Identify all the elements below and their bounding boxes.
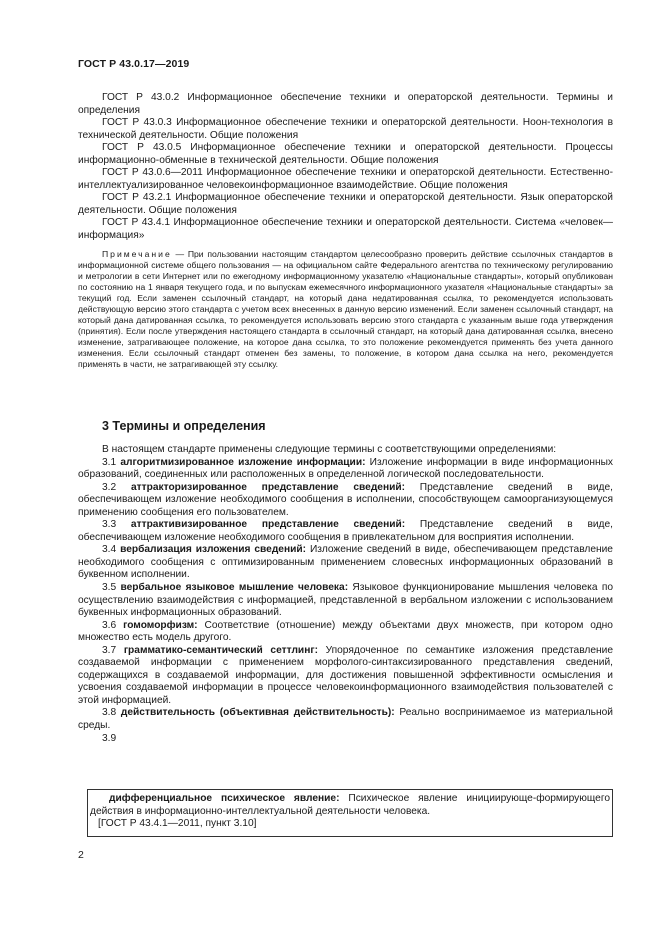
document-header-id: ГОСТ Р 43.0.17—2019 (78, 58, 190, 70)
note-text: — При пользовании настоящим стандартом целесообразно проверить действие ссылочных стандартов в информационной системе общего пользования — на официальном сайте Федерального агентства по техническому регулированию и метрологии в сети Интернет или по ежегодному информационному указателю «Национальные стандарты», который опубликован по состоянию на 1 января текущего года, и по выпускам ежемесячного информационного указателя «Национальные стандарты» за текущий год. Если заменен ссылочный стандарт, на который дана недатированная ссылка, то рекомендуется использовать действующую версию этого стандарта с учетом всех внесенных в данную версию изменений. Если заменен ссылочный стандарт, на который дана датированная ссылка, то рекомендуется использовать версию этого стандарта с указанным выше года утверждения (принятия). Если после утверждения настоящего стандарта в ссылочный стандарт, на который дана датированная ссылка, внесено изменение, затрагивающее положение, на которое дана ссылка, то это положение рекомендуется применять без учета данного изменения. Если ссылочный стандарт отменен без замены, то положение, в котором дана ссылка на него, рекомендуется применять в части, не затрагивающей эту ссылку. (78, 249, 613, 370)
term-definition: Реально воспринимаемое из материальной среды. (78, 707, 613, 732)
term-entry (78, 707, 613, 732)
section-intro: В настоящем стандарте применены следующие термины с соответствующими определениями: (102, 444, 557, 455)
reference-item: ГОСТ Р 43.0.5 Информационное обеспечение техники и операторской деятельности. Процессы информационно-обменные в технической деятельности. Общие положения (78, 142, 613, 166)
term-name: действительность (объективная действительность): (120, 707, 395, 719)
term-entry (78, 544, 613, 582)
reference-item: ГОСТ Р 43.0.3 Информационное обеспечение техники и операторской деятельности. Ноон-технология в технической деятельности. Общие положения (78, 117, 613, 141)
term-entry (78, 482, 613, 520)
reference-item: ГОСТ Р 43.4.1 Информационное обеспечение техники и операторской деятельности. Система «человек—информация» (78, 217, 613, 242)
note-label: Примечание (102, 249, 172, 259)
normative-references-list (78, 92, 613, 243)
term-definition: Психическое явление инициирующе-формирующего действия в информационно-интеллектуальной деятельности человека. (90, 793, 610, 817)
section-title: 3 Термины и определения (102, 419, 266, 433)
term-number-3-9: 3.9 (102, 732, 117, 744)
definition-source: [ГОСТ Р 43.4.1—2011, пункт 3.10] (98, 818, 257, 830)
term-definition: Представление сведений в виде, обеспечивающем изложение необходимого сообщения в исполнении, способствующем самоорганизующемуся применению сообщения его пользователем. (78, 481, 613, 518)
reference-item: ГОСТ Р 43.0.6—2011 Информационное обеспечение техники и операторской деятельности. Естественно-интеллектуализированное человекоинформационное взаимодействие. Общие положения (78, 167, 613, 191)
term-definition: Упорядоченное по семантике изложения представление создаваемой информации с применением морфолого-синтаксизированного представления сведений, содержащихся в создаваемой информации, для достижения повышенной эффективности осмысления и усвоения создаваемой информации в процессе человекоинформационного взаимодействия пользователей с этой информацией. (78, 644, 613, 706)
term-name: дифференциальное психическое явление: (109, 793, 340, 804)
term-number: 3.1 (102, 456, 117, 468)
term-entry (78, 519, 613, 544)
term-entry (90, 793, 610, 818)
term-number: 3.7 (102, 644, 117, 656)
reference-item: ГОСТ Р 43.2.1 Информационное обеспечение техники и операторской деятельности. Язык операторской деятельности. Общие положения (78, 192, 613, 216)
term-name: вербальное языковое мышление человека: (120, 582, 349, 594)
terms-list (78, 444, 613, 745)
term-definition: Изложение сведений в виде, обеспечивающем представление необходимого сообщения с оптимизированным применением словесных информационных образований в буквенном исполнении. (78, 544, 613, 581)
term-name: алгоритмизированное изложение информации: (120, 456, 366, 468)
term-number: 3.3 (102, 519, 117, 531)
term-number: 3.5 (102, 582, 117, 594)
term-entry (78, 457, 613, 482)
term-name: аттракторизированное представление сведений: (130, 481, 406, 493)
term-entry (78, 582, 613, 620)
term-name: вербализация изложения сведений: (120, 544, 307, 556)
term-number: 3.8 (102, 707, 117, 719)
term-entry (78, 620, 613, 645)
term-definition: Представление сведений в виде, обеспечивающем изложение необходимого сообщения в привлекательном для восприятия исполнении. (78, 519, 613, 543)
term-definition: Изложение информации в виде информационных образований, соединенных или расположенных в определенной логической последовательности. (78, 456, 613, 481)
term-name: аттрактивизированное представление сведений: (130, 519, 406, 531)
term-name: гомоморфизм: (123, 619, 198, 631)
term-number: 3.4 (102, 544, 117, 556)
term-name: грамматико-семантический сеттлинг: (123, 644, 318, 656)
term-number: 3.6 (102, 619, 117, 631)
term-entry (78, 645, 613, 708)
term-definition: Соответствие (отношение) между объектами двух множеств, при котором одно множество есть модель другого. (78, 619, 613, 644)
term-definition: Языковое функционирование мышления человека по осуществлению взаимодействия с информацией, представленной в вербальном изложении с использованием буквенных информационных образований. (78, 582, 613, 619)
term-number: 3.2 (102, 481, 117, 493)
references-note (78, 249, 613, 371)
page-number: 2 (78, 849, 84, 861)
reference-item: ГОСТ Р 43.0.2 Информационное обеспечение техники и операторской деятельности. Термины и определения (78, 92, 613, 116)
quoted-definition-box (87, 789, 613, 837)
